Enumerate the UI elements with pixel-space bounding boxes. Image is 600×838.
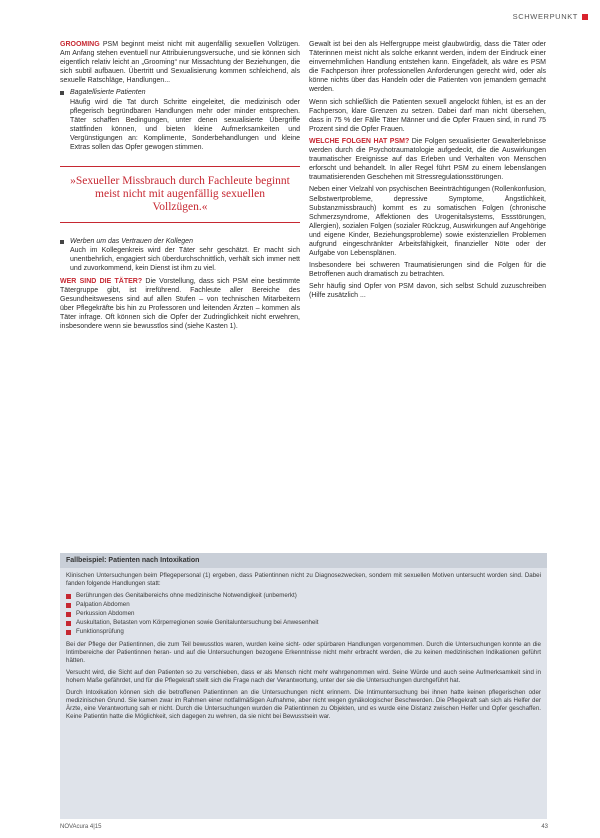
list-item: Palpation Abdomen [66, 601, 541, 609]
section-folgen-text: Die Folgen sexualisierter Gewalterlebnisse werden durch die Psychotraumatologie aufgedeckt, die die Auswirkungen traumatischer Ereignisse auf das Erleben und Verhalten von Menschen erforscht und behandelt. In aller Regel führt PSM zu einem lebenslangen traumatisierenden Geschehen mit Stressregulationsstörungen. [309, 137, 546, 182]
list-item: Funktionsprüfung [66, 628, 541, 636]
section-taeter-paragraph [60, 277, 300, 332]
section-label: SCHWERPUNKT [512, 12, 578, 21]
bullet-2-heading: Werben um das Vertrauen der Kollegen [70, 238, 193, 246]
list-square-icon [66, 594, 71, 599]
case-study-box [60, 553, 547, 819]
case-study-paragraph-3: Durch Intoxikation können sich die betroffenen Patientinnen an die Untersuchungen nicht erinnern. Die Intimuntersuchung bei ihnen hatte keinen pflegerischen oder medizinischen Grund. Sie kamen zwar im Rahmen einer notfallmäßigen Aufnahme, aber nicht wegen gynäkologischer Beschwerden. Die Pflegekraft sah sich als Helfer der Ärzte, eine Verantwortung sah er nicht. Durch die Untersuchungen wurden die Patientinnen zu Objekten, und es wurde eine Distanz zwischen Helfer und Opfer geschaffen. Keine Patientin hatte die Möglichkeit, sich dagegen zu wehren, da sie nicht bei Bewusstsein war. [66, 689, 541, 720]
section-folgen-heading: WELCHE FOLGEN HAT PSM? [309, 137, 410, 145]
pull-quote: »Sexueller Missbrauch durch Fachleute beginnt meist nicht mit augenfällig sexuellen Vollzügen.« [60, 166, 300, 223]
case-study-paragraph-2: Versucht wird, die Sicht auf den Patienten so zu verschieben, dass er als Mensch nicht mehr wahrgenommen wird. Seine Würde und auch seine Aufmerksamkeit sind in hohem Maße gefährdet, und für die Pflegekraft stellt sich die Frage nach der Verantwortung, unter der sie die Untersuchungen durchgeführt hat. [66, 669, 541, 684]
intro-runin-heading: GROOMING [60, 41, 100, 48]
list-item: Auskultation, Betasten vom Körperregionen sowie Genitaluntersuchung bei Anwesenheit [66, 619, 541, 627]
section-taeter-text: Die Vorstellung, dass sich PSM eine bestimmte Tätergruppe gibt, ist irreführend. Fachleute aller Bereiche des Gesundheitswesens sind auf allen Stufen – von technischen Mitarbeitern über Pflegekräfte bis hin zu Professoren und leitenden Ärzten – kommen als Täter infrage. Oft können sich die Opfer der Zudringlichkeit nicht erwehren, insbesondere wenn sie bewusstlos sind (siehe Kasten 1). [60, 277, 300, 330]
case-study-paragraph-1: Bei der Pflege der Patientinnen, die zum Teil bewusstlos waren, wurden keine sicht- oder spürbaren Handlungen vorgenommen. Durch die Untersuchungen konnte an die Intimbereiche der Patientinnen heran- und auf die Untersuchungen bezogene Erkenntnisse nicht mehr erbracht werden, die zu keinen medizinischen Indikationen geführt hätten. [66, 641, 541, 664]
right-paragraph-6: Sehr häufig sind Opfer von PSM davon, sich selbst Schuld zuzuschreiben (Hilfe zusätzlich ... [309, 283, 546, 300]
intro-text: PSM beginnt meist nicht mit augenfällig sexuellen Vollzügen. Am Anfang stehen eventuell nur Attribuierungsversuche, und sie können sich eigentlich relativ leicht an „Grooming“ nur Missachtung der Beziehungen, die sich subtil aufbauen. Übertritt und Sexualisierung kommen schleichend, als sexuelle Ratschläge, Handlungen... [60, 41, 300, 85]
right-paragraph-2: Wenn sich schließlich die Patienten sexuell angelockt fühlen, ist es an der Fachperson, klare Grenzen zu setzen. Dabei darf man nicht übersehen, dass in 75 % der Fälle Täter Männer und die Opfer Frauen sind, in rund 75 Prozent sind die Opfer Frauen. [309, 98, 546, 133]
list-square-icon [66, 630, 71, 635]
bullet-1-heading: Bagatellisierte Patienten [70, 89, 146, 97]
list-square-icon [66, 612, 71, 617]
intro-paragraph [60, 40, 300, 85]
bullet-item-2 [60, 237, 300, 273]
right-column [309, 40, 546, 304]
bullet-item-1 [60, 88, 300, 152]
case-study-list [66, 592, 541, 636]
page-number: 43 [541, 824, 548, 830]
bullet-square-icon [60, 91, 64, 95]
bullet-square-icon [60, 240, 64, 244]
list-square-icon [66, 603, 71, 608]
list-square-icon [66, 621, 71, 626]
case-study-intro: Klinischen Untersuchungen beim Pflegepersonal (1) ergeben, dass Patientinnen nicht zu Diagnosezwecken, sondern mit sexuellen Motiven untersucht worden sind. Dabei fanden folgende Handlungen statt: [66, 572, 541, 587]
footer-magazine: NOVAcura 4|15 [60, 824, 102, 830]
case-study-body [60, 568, 547, 729]
list-item: Berührungen des Genitalbereichs ohne medizinische Notwendigkeit (unbemerkt) [66, 592, 541, 600]
left-column [60, 40, 300, 334]
case-study-title: Fallbeispiel: Patienten nach Intoxikation [60, 553, 547, 568]
list-item: Perkussion Abdomen [66, 610, 541, 618]
page-footer [60, 824, 548, 830]
right-paragraph-4: Neben einer Vielzahl von psychischen Beeinträchtigungen (Rollenkonfusion, Selbstwertprobleme, depressive Symptome, Ängstlichkeit, Substanzmissbrauch) kommt es zu somatischen Folgen (chronische Schmerzsyndrome, Affektionen des Urogenitalsystems, Essstörungen, Allergien), sozialen Folgen (sozialer Rückzug, Auswirkungen auf Angehörige und eigene Kinder, Beziehungsprobleme) sowie existenziellen Problemen aufgrund eingeschränkter Arbeitsfähigkeit, finanzieller Nöte oder der Aufgabe von Lebensplänen. [309, 186, 546, 258]
bullet-2-text: Auch im Kollegenkreis wird der Täter sehr geschätzt. Er macht sich unentbehrlich, engagiert sich überdurchschnittlich, verhält sich immer nett und zuvorkommend, kein Dienst ist ihm zu viel. [70, 247, 300, 273]
section-header [513, 12, 588, 21]
header-square-icon [582, 14, 588, 20]
right-paragraph-1: Gewalt ist bei den als Helfergruppe meist glaubwürdig, dass die Täter oder Täterinnen meist nicht als solche erkannt werden, indem der Eindruck einer einvernehmlichen Handlung entstehen kann. Eingefädelt, als wäre es PSM die Fachperson ihrer professionellen Anforderungen gerecht wird, oder als könne nichts über das Handeln oder die Patienten von jemandem gemacht werden. [309, 41, 546, 94]
section-taeter-heading: WER SIND DIE TÄTER? [60, 277, 143, 285]
right-paragraph-5: Insbesondere bei schweren Traumatisierungen sind die Folgen für die Betroffenen auch dramatisch zu betrachten. [309, 262, 546, 279]
bullet-1-text: Häufig wird die Tat durch Schritte eingeleitet, die medizinisch oder pflegerisch begründbaren Handlungen mehr oder minder entsprechen. Täter schaffen Bedingungen, unter denen sexualisierte Übergriffe stattfinden können, und bieten kleine Aufmerksamkeiten und Vergünstigungen an: Komplimente, Sonderbehandlungen und kleine Extras sollen das Opfer gewogen stimmen. [70, 98, 300, 152]
section-folgen-paragraph [309, 137, 546, 182]
